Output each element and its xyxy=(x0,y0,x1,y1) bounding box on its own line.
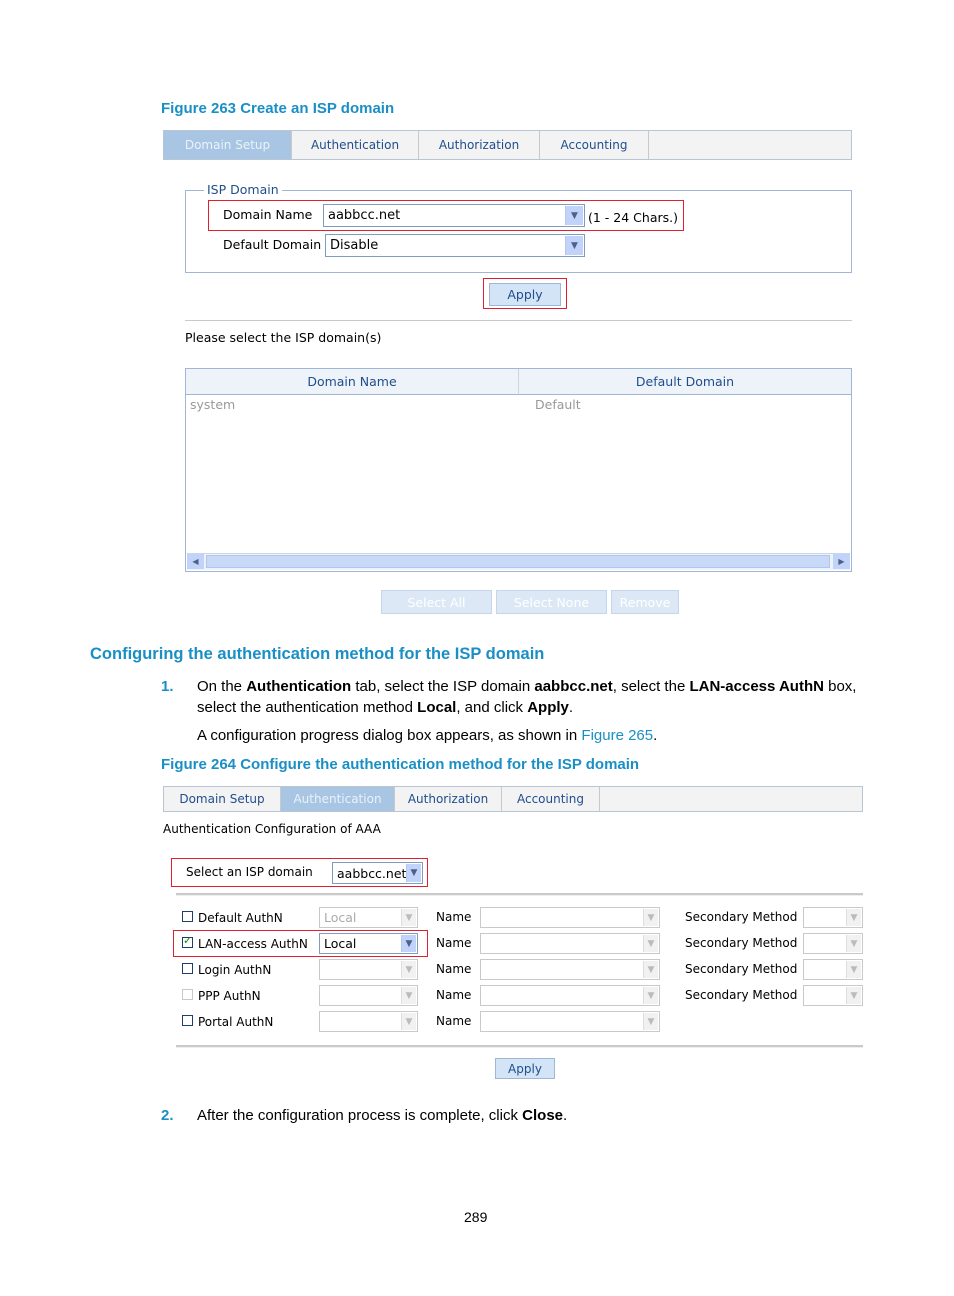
select-domain-label: Select an ISP domain xyxy=(186,865,313,879)
chevron-down-icon[interactable]: ▼ xyxy=(643,909,658,926)
name-label: Name xyxy=(436,1014,472,1028)
apply-button[interactable]: Apply xyxy=(489,283,561,306)
ppp-authn-secondary-select[interactable] xyxy=(803,985,863,1006)
ppp-authn-checkbox[interactable] xyxy=(182,989,193,1000)
method-value: Local xyxy=(324,936,357,951)
step-1-number: 1. xyxy=(161,678,174,695)
bold-authentication: Authentication xyxy=(246,678,352,695)
chevron-down-icon[interactable]: ▼ xyxy=(846,961,861,978)
step-2-text xyxy=(197,1105,567,1126)
lan-access-authn-checkbox[interactable] xyxy=(182,937,193,948)
isp-domain-value: aabbcc.net xyxy=(337,865,407,881)
domain-name-combobox[interactable] xyxy=(323,204,585,227)
domain-name-value: aabbcc.net xyxy=(328,208,401,223)
text: On the xyxy=(197,678,247,695)
tab-accounting[interactable]: Accounting xyxy=(540,131,649,159)
name-label: Name xyxy=(436,910,472,924)
section-heading: Configuring the authentication method for the ISP domain xyxy=(90,645,545,663)
chevron-down-icon[interactable]: ▼ xyxy=(401,961,416,978)
secondary-method-label: Secondary Method xyxy=(685,962,798,976)
name-label: Name xyxy=(436,988,472,1002)
chevron-down-icon[interactable]: ▼ xyxy=(643,935,658,952)
default-authn-name-select[interactable] xyxy=(480,907,660,928)
default-authn-checkbox[interactable] xyxy=(182,911,193,922)
portal-authn-label: Portal AuthN xyxy=(198,1015,274,1029)
horizontal-scrollbar[interactable] xyxy=(187,553,850,570)
chevron-down-icon[interactable]: ▼ xyxy=(643,961,658,978)
lan-access-authn-method-select[interactable] xyxy=(319,933,418,954)
domain-name-hint: (1 - 24 Chars.) xyxy=(588,210,678,225)
bold-domain: aabbcc.net xyxy=(534,678,613,695)
scrollbar-thumb[interactable] xyxy=(206,555,830,568)
secondary-method-label: Secondary Method xyxy=(685,910,798,924)
text: . xyxy=(653,727,658,744)
lan-access-authn-name-select[interactable] xyxy=(480,933,660,954)
chevron-down-icon[interactable]: ▼ xyxy=(401,1013,416,1030)
text: After the configuration process is complete, click xyxy=(197,1107,523,1124)
chevron-down-icon[interactable]: ▼ xyxy=(643,1013,658,1030)
text: tab, select the ISP domain xyxy=(351,678,535,695)
bold-close: Close xyxy=(522,1107,564,1124)
tab-authorization[interactable]: Authorization xyxy=(395,787,502,811)
page-number: 289 xyxy=(464,1209,488,1225)
step-1-note xyxy=(197,725,657,746)
chevron-down-icon[interactable]: ▼ xyxy=(846,909,861,926)
figure-265-link[interactable]: Figure 265 xyxy=(581,727,654,744)
tab-authentication[interactable]: Authentication xyxy=(281,787,395,811)
login-authn-secondary-select[interactable] xyxy=(803,959,863,980)
text: A configuration progress dialog box appears, as shown in xyxy=(197,727,582,744)
figure-264-caption: Figure 264 Configure the authentication method for the ISP domain xyxy=(161,756,640,773)
portal-authn-method-select[interactable] xyxy=(319,1011,418,1032)
text: box, xyxy=(823,678,857,695)
figure-263-caption: Figure 263 Create an ISP domain xyxy=(161,100,395,117)
step-1-text xyxy=(197,676,877,718)
chevron-down-icon[interactable]: ▼ xyxy=(401,935,416,952)
portal-authn-checkbox[interactable] xyxy=(182,1015,193,1026)
chevron-down-icon[interactable]: ▼ xyxy=(401,909,416,926)
portal-authn-name-select[interactable] xyxy=(480,1011,660,1032)
lan-access-authn-secondary-select[interactable] xyxy=(803,933,863,954)
scroll-left-icon[interactable]: ◀ xyxy=(187,554,204,569)
chevron-down-icon[interactable]: ▼ xyxy=(846,987,861,1004)
text: , and click xyxy=(456,699,528,716)
bold-apply: Apply xyxy=(527,699,569,716)
isp-domain-legend: ISP Domain xyxy=(204,182,282,197)
remove-button[interactable]: Remove xyxy=(611,590,679,614)
text: select the authentication method xyxy=(197,699,418,716)
default-domain-label: Default Domain xyxy=(223,237,322,252)
default-authn-secondary-select[interactable] xyxy=(803,907,863,928)
divider xyxy=(176,1045,863,1048)
chevron-down-icon[interactable]: ▼ xyxy=(401,987,416,1004)
login-authn-checkbox[interactable] xyxy=(182,963,193,974)
text: . xyxy=(568,699,574,716)
domain-name-label: Domain Name xyxy=(223,207,313,222)
tab-domain-setup[interactable]: Domain Setup xyxy=(164,787,281,811)
name-label: Name xyxy=(436,962,472,976)
column-header-domain-name[interactable]: Domain Name xyxy=(186,369,519,395)
lan-access-authn-label: LAN-access AuthN xyxy=(198,937,308,951)
login-authn-name-select[interactable] xyxy=(480,959,660,980)
tab-authorization[interactable]: Authorization xyxy=(419,131,540,159)
select-all-button[interactable]: Select All xyxy=(381,590,492,614)
secondary-method-label: Secondary Method xyxy=(685,936,798,950)
scroll-right-icon[interactable]: ▶ xyxy=(833,554,850,569)
default-domain-value: Disable xyxy=(330,238,379,253)
ppp-authn-name-select[interactable] xyxy=(480,985,660,1006)
tab-bar-fig263 xyxy=(163,130,852,160)
isp-domain-select[interactable] xyxy=(332,862,423,884)
config-title: Authentication Configuration of AAA xyxy=(163,822,381,836)
table-cell-default[interactable]: Default xyxy=(535,397,581,412)
default-authn-method-select[interactable] xyxy=(319,907,418,928)
select-none-button[interactable]: Select None xyxy=(496,590,607,614)
name-label: Name xyxy=(436,936,472,950)
tab-authentication[interactable]: Authentication xyxy=(292,131,419,159)
bold-local: Local xyxy=(417,699,457,716)
divider xyxy=(185,320,852,321)
chevron-down-icon[interactable]: ▼ xyxy=(643,987,658,1004)
login-authn-method-select[interactable] xyxy=(319,959,418,980)
select-prompt: Please select the ISP domain(s) xyxy=(185,330,382,345)
login-authn-label: Login AuthN xyxy=(198,963,272,977)
default-authn-label: Default AuthN xyxy=(198,911,283,925)
chevron-down-icon[interactable]: ▼ xyxy=(565,236,583,255)
method-value: Local xyxy=(324,910,357,925)
tab-accounting[interactable]: Accounting xyxy=(502,787,600,811)
bold-lan-access: LAN-access AuthN xyxy=(689,678,824,695)
ppp-authn-label: PPP AuthN xyxy=(198,989,261,1003)
ppp-authn-method-select[interactable] xyxy=(319,985,418,1006)
text: . xyxy=(563,1107,568,1124)
tab-domain-setup[interactable]: Domain Setup xyxy=(164,131,292,159)
domain-table xyxy=(185,368,852,572)
table-cell-domain[interactable]: system xyxy=(190,397,236,412)
text: , select the xyxy=(612,678,690,695)
column-header-default-domain[interactable]: Default Domain xyxy=(519,369,851,395)
default-domain-select[interactable] xyxy=(325,234,585,257)
divider xyxy=(176,893,863,896)
chevron-down-icon[interactable]: ▼ xyxy=(846,935,861,952)
secondary-method-label: Secondary Method xyxy=(685,988,798,1002)
apply-button[interactable]: Apply xyxy=(495,1058,555,1079)
chevron-down-icon[interactable]: ▼ xyxy=(565,206,583,225)
chevron-down-icon[interactable]: ▼ xyxy=(406,864,421,882)
tab-bar-fig264 xyxy=(163,786,863,812)
step-2-number: 2. xyxy=(161,1107,174,1124)
